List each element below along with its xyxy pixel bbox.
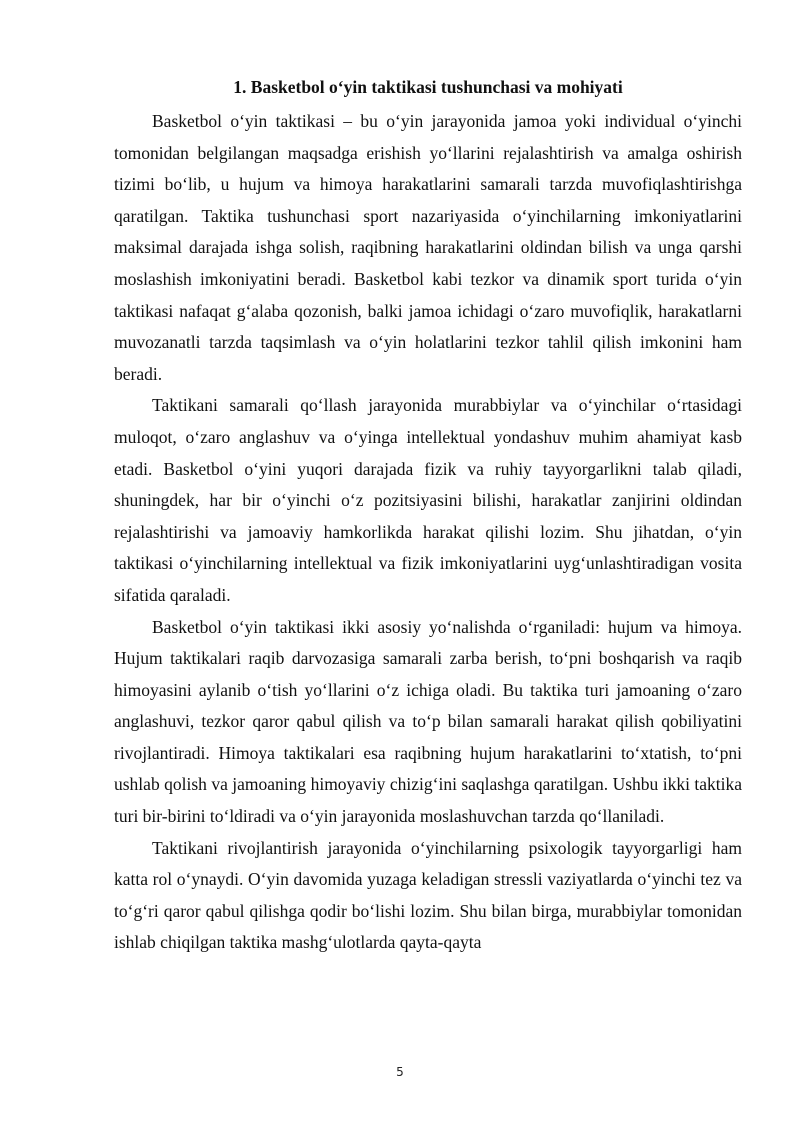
- paragraph-2: Taktikani samarali qo‘llash jarayonida murabbiylar va o‘yinchilar o‘rtasidagi muloqot, o‘zaro anglashuv va o‘yinga intellektual yondashuv muhim ahamiyat kasb etadi. Basketbol o‘yini yuqori darajada fizik va ruhiy tayyorgarlikni talab qiladi, shuningdek, har bir o‘yinchi o‘z pozitsiyasini bilishi, harakatlar zanjirini oldindan rejalashtirishi va jamoaviy hamkorlikda harakat qilishi lozim. Shu jihatdan, o‘yin taktikasi o‘yinchilarning intellektual va fizik imkoniyatlarini uyg‘unlashtiradigan vosita sifatida qaraladi.: [114, 395, 742, 605]
- page-content: [114, 72, 742, 959]
- paragraph-4: Taktikani rivojlantirish jarayonida o‘yinchilarning psixologik tayyorgarligi ham katta rol o‘ynaydi. O‘yin davomida yuzaga keladigan stressli vaziyatlarda o‘yinchi tez va to‘g‘ri qaror qabul qilishga qodir bo‘lishi lozim. Shu bilan birga, murabbiylar tomonidan ishlab chiqilgan taktika mashg‘ulotlarda qayta-qayta: [114, 837, 742, 953]
- page-number: 5: [396, 1065, 404, 1079]
- section-heading: 1. Basketbol o‘yin taktikasi tushunchasi va mohiyati: [233, 77, 623, 97]
- paragraph-1: Basketbol o‘yin taktikasi – bu o‘yin jarayonida jamoa yoki individual o‘yinchi tomonidan belgilangan maqsadga erishish yo‘llarini rejalashtirish va amalga oshirish tizimi bo‘lib, u hujum va himoya harakatlarini samarali tarzda muvofiqlashtirishga qaratilgan. Taktika tushunchasi sport nazariyasida o‘yinchilarning imkoniyatlarini maksimal darajada ishga solish, raqibning harakatlarini oldindan bilish va unga qarshi moslashish imkoniyatini beradi. Basketbol kabi tezkor va dinamik sport turida o‘yin taktikasi nafaqat g‘alaba qozonish, balki jamoa ichidagi o‘zaro muvofiqlik, harakatlarni muvozanatli tarzda taqsimlash va o‘yin holatlarini tezkor tahlil qilish imkonini ham beradi.: [114, 111, 742, 384]
- paragraph-3: Basketbol o‘yin taktikasi ikki asosiy yo‘nalishda o‘rganiladi: hujum va himoya. Hujum taktikalari raqib darvozasiga samarali zarba berish, to‘pni boshqarish va raqib himoyasini aylanib o‘tish yo‘llarini o‘z ichiga oladi. Bu taktika turi jamoaning o‘zaro anglashuvi, tezkor qaror qabul qilish va to‘p bilan samarali harakat qilish qobiliyatini rivojlantiradi. Himoya taktikalari esa raqibning hujum harakatlarini to‘xtatish, to‘pni ushlab qolish va jamoaning himoyaviy chizig‘ini saqlashga qaratilgan. Ushbu ikki taktika turi bir-birini to‘ldiradi va o‘yin jarayonida moslashuvchan tarzda qo‘llaniladi.: [114, 616, 742, 827]
